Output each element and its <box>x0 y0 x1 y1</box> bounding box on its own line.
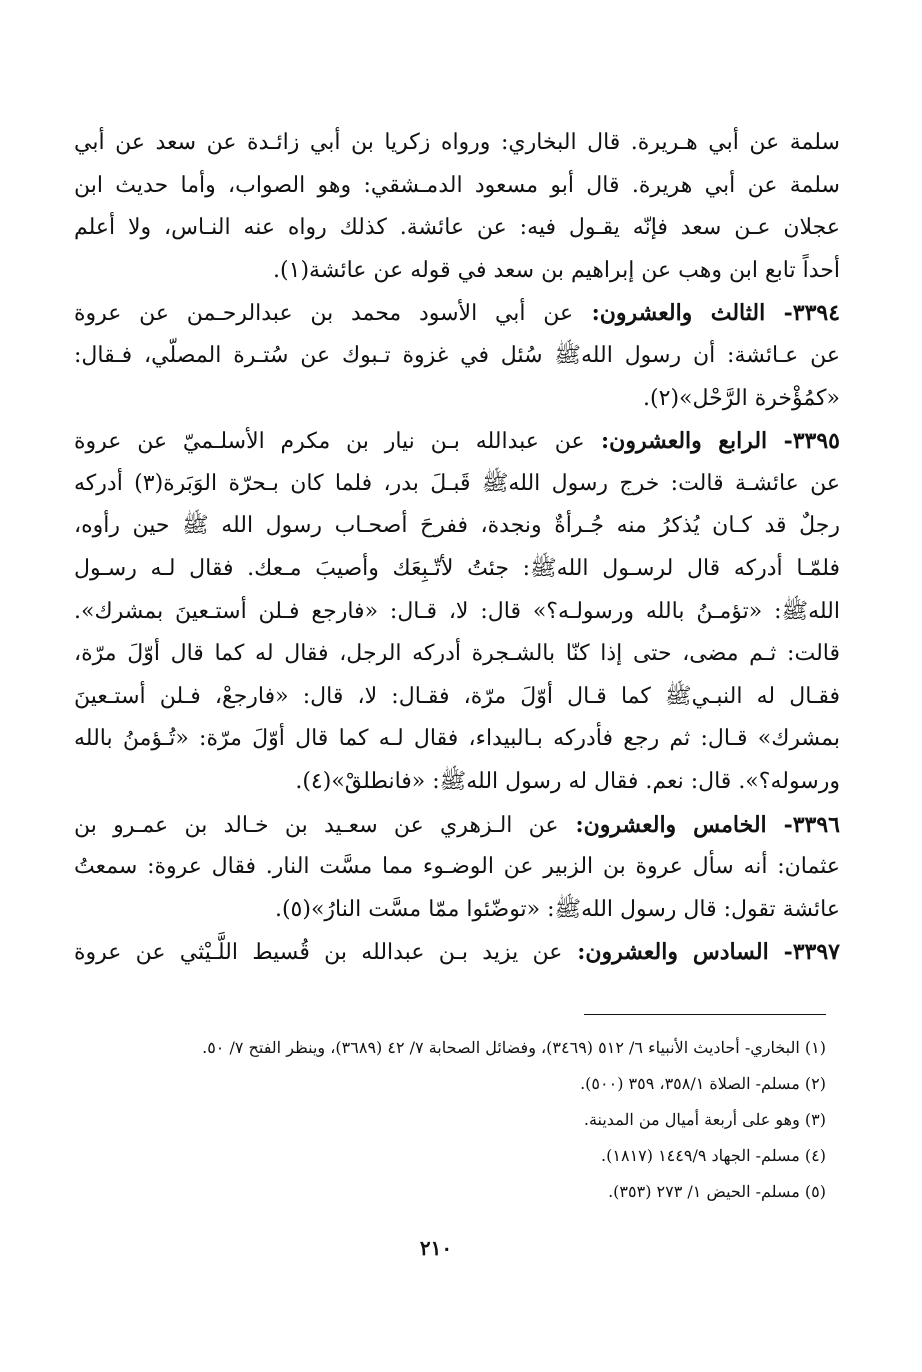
text-line <box>74 378 840 421</box>
footnote: (٣) وهو على أربعة أميال من المدينة. <box>583 1110 826 1129</box>
line-text: سلمة عن أبي هريرة. قال أبو مسعود الدمـشقي: وهو الصواب، وأما حديث ابن <box>74 172 840 198</box>
footnote: (١) البخاري- أحاديث الأنبياء ٦/ ٥١٢ (٣٤٦٩)، وفضائل الصحابة ٧/ ٤٢ (٣٦٨٩)، وينظر الفتح ٧/ ٥٠. <box>202 1038 826 1057</box>
line-text: اللهﷺ: «تؤمـنُ بالله ورسولـه؟» قال: لا، قـال: «فارجع فـلن أستـعينَ بمشرك». <box>74 598 840 624</box>
text-line <box>74 250 840 293</box>
line-text: عن عائشـة قالت: خرج رسول اللهﷺ قَبـلَ بدر، فلما كان بـحرّة الوَبَرة(٣) أدركه <box>74 470 840 496</box>
footnote: (٥) مسلم- الحيض ١/ ٢٧٣ (٣٥٣). <box>608 1182 826 1201</box>
text-line <box>74 505 840 548</box>
line-text: رجلٌ قد كـان يُذكرُ منه جُـرأةٌ ونجدة، ففرحَ أصحـاب رسول الله ﷺ حين رأوه، <box>74 513 840 539</box>
line-text: سلمة عن أبي هـريرة. قال البخاري: ورواه زكريا بن أبي زائـدة عن سعد عن أبي <box>74 130 840 155</box>
line-text: بمشرك» قـال: ثم رجع فأدركه بـالبيداء، فقال لـه كما قال أوّلَ مرّة: «تُـؤمنُ بالله <box>74 726 840 752</box>
main-text <box>74 122 840 974</box>
line-text: عائشة تقول: قال رسول اللهﷺ: «توضّئوا ممّا مسَّت النارُ»(٥). <box>274 896 840 922</box>
line-text: فلمّـا أدركه قال لرسـول اللهﷺ: جئتُ لأتّـبِعَك وأصيبَ مـعك. فقال لـه رسـول <box>74 555 840 581</box>
text-line <box>74 718 840 761</box>
text-line <box>74 761 840 804</box>
text-line <box>74 676 840 719</box>
text-line <box>74 548 840 591</box>
line-text: ورسوله؟». قال: نعم. فقال له رسول اللهﷺ: «فانطلقْ»(٤). <box>295 768 840 794</box>
line-text: فقـال له النبـيﷺ كما قـال أوّلَ مرّة، فقـال: لا، قال: «فارجعْ، فـلن أستـعينَ <box>74 683 840 709</box>
text-line <box>74 889 840 932</box>
text-line <box>74 122 840 165</box>
footnote-separator <box>584 1014 826 1015</box>
hadith-heading-line <box>74 420 840 463</box>
hadith-number-heading: ٣٣٩٧- السادس والعشرون: <box>562 939 840 966</box>
footnote: (٢) مسلم- الصلاة ٣٥٨/١، ٣٥٩ (٥٠٠). <box>580 1074 826 1093</box>
line-text: قالت: ثـم مضى، حتى إذا كنّا بالشـجرة أدركه الرجل، فقال له كما قال أوّلَ مرّة، <box>74 641 840 667</box>
text-line <box>74 207 840 250</box>
text-line <box>74 846 840 889</box>
line-text: عن عـائشة: أن رسول اللهﷺ سُئل في غزوة تـبوك عن سُتـرة المصلّي، فـقال: <box>74 342 840 368</box>
line-text: أحداً تابع ابن وهب عن إبراهيم بن سعد في قوله عن عائشة(١). <box>273 257 840 283</box>
text-line <box>74 335 840 378</box>
line-text: «كمُؤْخرة الرَّحْل»(٢). <box>643 385 840 411</box>
text-line <box>74 463 840 506</box>
line-text: عن عبدالله بـن نيار بن مكرم الأسلـميّ عن عروة <box>74 429 585 455</box>
text-line <box>74 591 840 634</box>
hadith-number-heading: ٣٣٩٥- الرابع والعشرون: <box>584 428 840 455</box>
text-line <box>74 165 840 208</box>
line-text: عجلان عـن سعد فإنّه يقـول فيه: عن عائشة. كذلك رواه عنه النـاس، ولا أعلم <box>74 215 840 241</box>
line-text: عن يزيد بـن عبدالله بن قُسيط اللَّـيْثي عن عروة <box>74 940 563 966</box>
line-text: عثمان: أنه سأل عروة بن الزبير عن الوضـوء مما مسَّت النار. فقال عروة: سمعتُ <box>74 854 840 880</box>
hadith-number-heading: ٣٣٩٤- الثالث والعشرون: <box>573 300 840 327</box>
hadith-heading-line <box>74 292 840 335</box>
line-text: عن أبي الأسود محمد بن عبدالرحـمن عن عروة <box>74 301 574 327</box>
page-number: ٢١٠ <box>419 1236 453 1260</box>
hadith-number-heading: ٣٣٩٦- الخامس والعشرون: <box>558 811 840 838</box>
footnote: (٤) مسلم- الجهاد ١٤٤٩/٩ (١٨١٧). <box>601 1146 826 1165</box>
hadith-heading-line <box>74 931 840 974</box>
text-line <box>74 633 840 676</box>
hadith-heading-line <box>74 804 840 847</box>
footnotes <box>130 1030 826 1210</box>
line-text: عن الـزهري عن سعـيد بن خـالد بن عمـرو بن <box>74 812 559 838</box>
